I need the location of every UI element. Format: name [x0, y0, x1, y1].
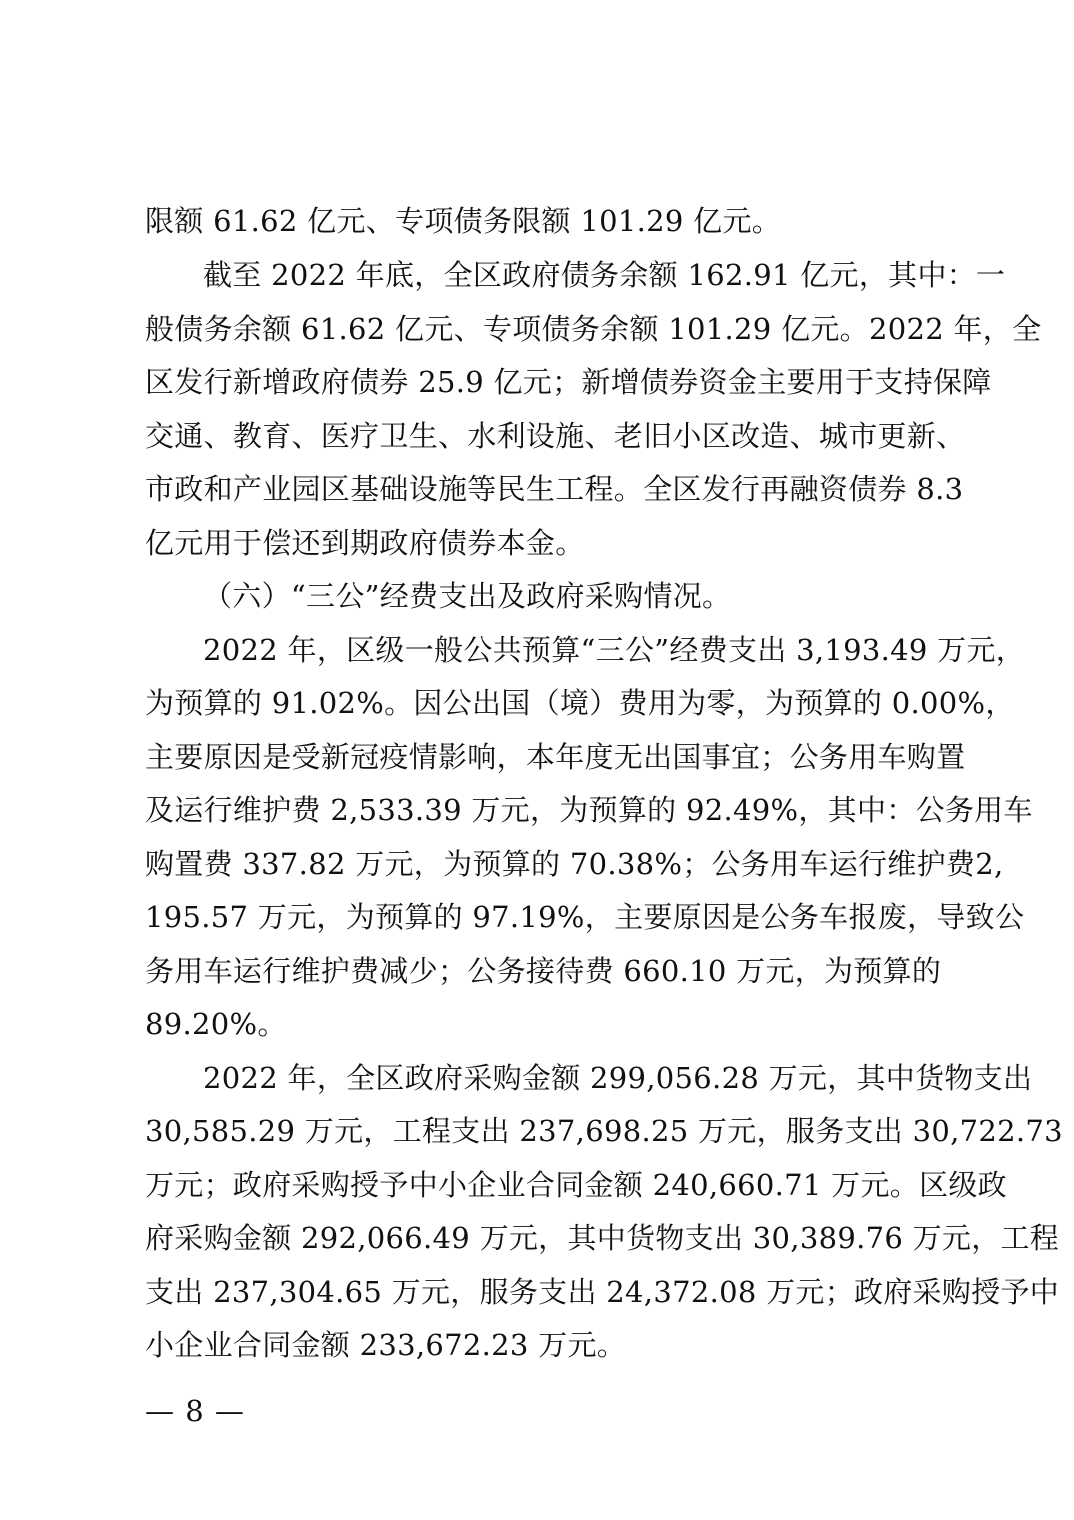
text-line: 区发行新增政府债券 25.9 亿元；新增债券资金主要用于支持保障 [145, 365, 992, 399]
text-line: 万元；政府采购授予中小企业合同金额 240,660.71 万元。区级政 [145, 1168, 1007, 1202]
page-number: — 8 — [145, 1394, 245, 1428]
text-line: 主要原因是受新冠疫情影响，本年度无出国事宜；公务用车购置 [145, 740, 966, 774]
text-line: 89.20%。 [145, 1007, 287, 1041]
text-line: 限额 61.62 亿元、专项债务限额 101.29 亿元。 [145, 204, 782, 238]
text-line: 务用车运行维护费减少；公务接待费 660.10 万元，为预算的 [145, 954, 942, 988]
text-line: 为预算的 91.02%。因公出国（境）费用为零，为预算的 0.00%， [145, 686, 1015, 720]
text-line: 府采购金额 292,066.49 万元，其中货物支出 30,389.76 万元，工程 [145, 1221, 1060, 1255]
text-line: 2022 年，全区政府采购金额 299,056.28 万元，其中货物支出 [203, 1061, 1033, 1095]
text-line: 195.57 万元，为预算的 97.19%，主要原因是公务车报废，导致公 [145, 900, 1025, 934]
text-line: 小企业合同金额 233,672.23 万元。 [145, 1328, 627, 1362]
text-line: 购置费 337.82 万元，为预算的 70.38%；公务用车运行维护费2, [145, 847, 1004, 881]
text-line: 支出 237,304.65 万元，服务支出 24,372.08 万元；政府采购授予中 [145, 1275, 1060, 1309]
section-heading: （六）“三公”经费支出及政府采购情况。 [203, 579, 732, 613]
text-line: 2022 年，区级一般公共预算“三公”经费支出 3,193.49 万元， [203, 633, 1026, 667]
text-line: 30,585.29 万元，工程支出 237,698.25 万元，服务支出 30,722.73 [145, 1114, 1063, 1148]
text-line: 及运行维护费 2,533.39 万元，为预算的 92.49%，其中：公务用车 [145, 793, 1033, 827]
text-line: 亿元用于偿还到期政府债券本金。 [145, 526, 585, 560]
text-line: 截至 2022 年底，全区政府债务余额 162.91 亿元，其中：一 [203, 258, 1006, 292]
text-line: 般债务余额 61.62 亿元、专项债务余额 101.29 亿元。2022 年，全 [145, 312, 1042, 346]
text-line: 交通、教育、医疗卫生、水利设施、老旧小区改造、城市更新、 [145, 419, 966, 453]
text-line: 市政和产业园区基础设施等民生工程。全区发行再融资债券 8.3 [145, 472, 964, 506]
